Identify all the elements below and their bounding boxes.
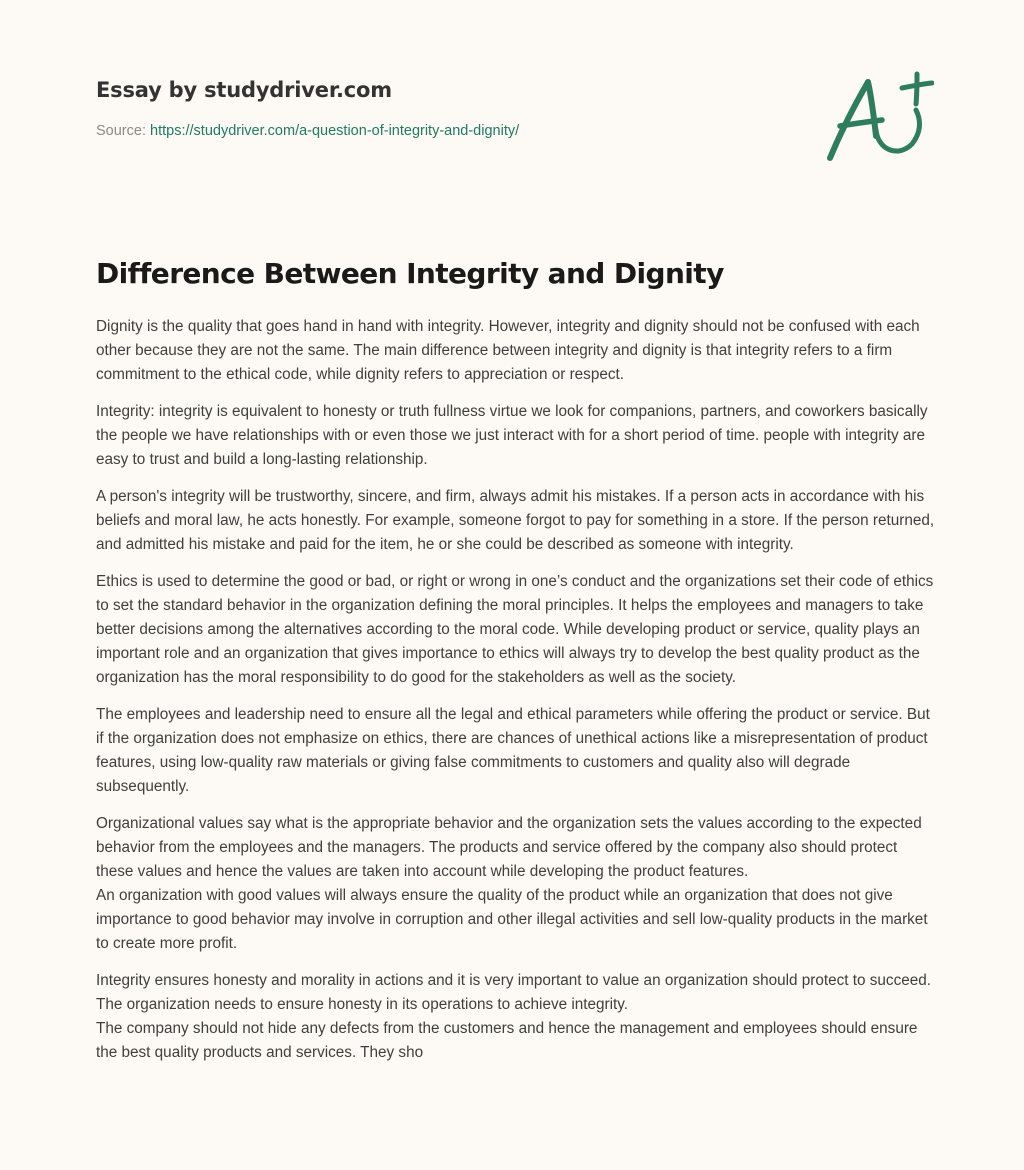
paragraph: Organizational values say what is the appropriate behavior and the organization sets the values according to the expected behavior from the employees and the managers. The products and service offered by the company also should protect these values and hence the values are taken into account while developing the product features. [96,815,922,880]
article-body [96,315,936,1078]
paragraph: Ethics is used to determine the good or bad, or right or wrong in one’s conduct and the organizations set their code of ethics to set the standard behavior in the organization defining the moral principles. It helps the employees and managers to take better decisions among the alternatives according to the moral code. While developing product or service, quality plays an important role and an organization that gives importance to ethics will always try to develop the best quality product as the organization has the moral responsibility to do good for the stakeholders as well as the society. [96,573,934,686]
source-label: Source: [96,123,146,139]
paragraph: An organization with good values will always ensure the quality of the product while an organization that does not give importance to good behavior may involve in corruption and other illegal activities and sell low-quality products in the market to create more profit. [96,887,928,952]
paragraph: The employees and leadership need to ensure all the legal and ethical parameters while offering the product or service. But if the organization does not emphasize on ethics, there are chances of unethical actions like a misrepresentation of product features, using low-quality raw materials or giving false commitments to customers and quality also will degrade subsequently. [96,706,930,795]
source-line [96,121,796,141]
paragraph: Dignity is the quality that goes hand in hand with integrity. However, integrity and dignity should not be confused with each other because they are not the same. The main difference between integrity and dignity is that integrity refers to a firm commitment to the ethical code, while dignity refers to appreciation or respect. [96,318,920,383]
paragraph: Integrity ensures honesty and morality in actions and it is very important to value an organization should protect to succeed. The organization needs to ensure honesty in its operations to achieve integrity. [96,972,931,1013]
paragraph: A person's integrity will be trustworthy, sincere, and firm, always admit his mistakes. If a person acts in accordance with his beliefs and moral law, he acts honestly. For example, someone forgot to pay for something in a store. If the person returned, and admitted his mistake and paid for the item, he or she could be described as someone with integrity. [96,488,935,553]
a-plus-grade-icon [818,66,934,170]
source-link[interactable]: https://studydriver.com/a-question-of-integrity-and-dignity/ [150,123,520,139]
paragraph: The company should not hide any defects from the customers and hence the management and employees should ensure the best quality products and services. They sho [96,1020,918,1061]
article-title: Difference Between Integrity and Dignity [96,257,724,290]
site-title: Essay by studydriver.com [96,78,392,102]
paragraph: Integrity: integrity is equivalent to honesty or truth fullness virtue we look for companions, partners, and coworkers basically the people we have relationships with or even those we just interact with for a short period of time. people with integrity are easy to trust and build a long-lasting relationship. [96,403,928,468]
site-header [96,76,796,141]
